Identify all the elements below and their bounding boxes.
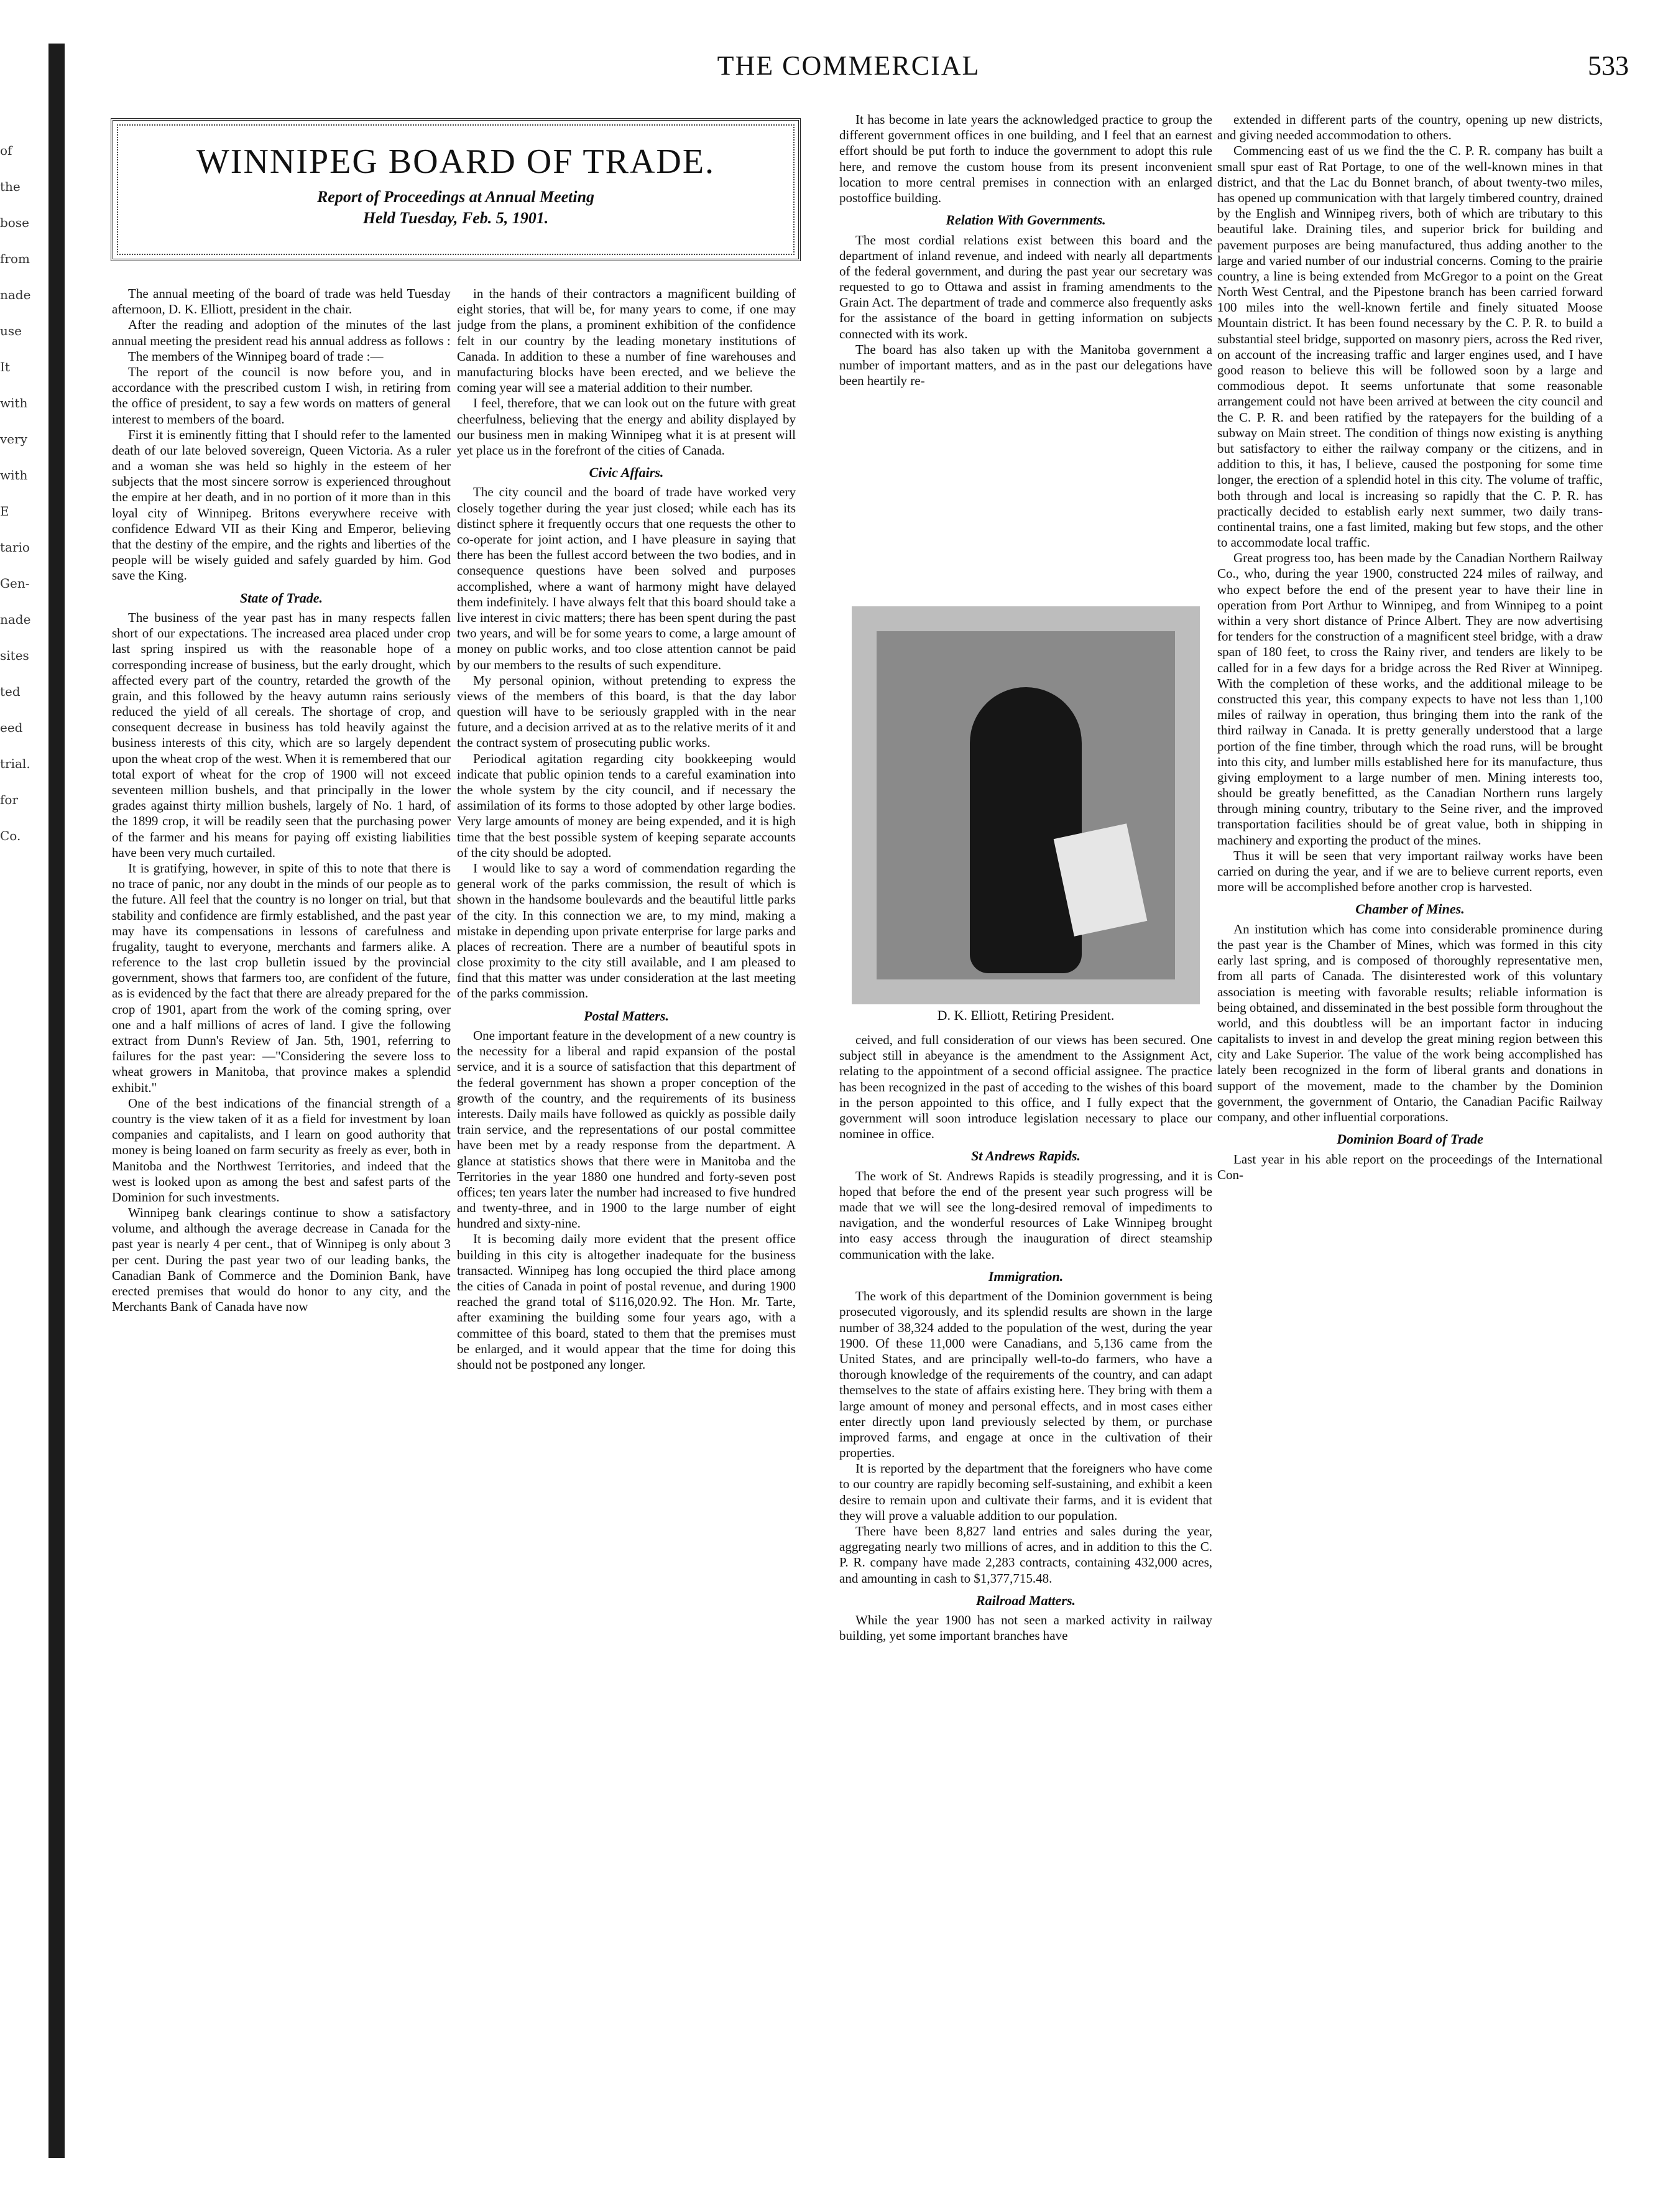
article-header-box <box>111 118 801 261</box>
gutter-fragment: E <box>0 504 9 519</box>
gutter-fragment: with <box>0 396 28 410</box>
article-title: WINNIPEG BOARD OF TRADE. <box>196 142 716 181</box>
paragraph: The most cordial relations exist between this board and the department of inland revenue, and indeed with nearly all departments of the federal government, and during the past year our secretary was requested to go to Ottawa and assist in framing amendments to the Grain Act. The department of trade and commerce also frequently asks for the assistance of the board in getting information on subjects connected with its work. <box>839 232 1212 341</box>
paragraph: One of the best indications of the financial strength of a country is the view taken of it as a field for investment by loan companies and capitalists, and I learn on good authority that money is being loaned on farm security as freely as ever, both in Manitoba and the Northwest Territories, and indeed that the west is looked upon as among the best and safest parts of the Dominion for such investments. <box>112 1095 451 1205</box>
gutter-fragment: of <box>0 143 12 158</box>
paragraph: The business of the year past has in many respects fallen short of our expectations. The increased area placed under crop last spring inspired us with the reasonable hope of a corresponding increase of business, but the early drought, which affected every part of the country, retarded the growth of the grain, and this followed by the heavy autumn rains seriously reduced the yield of all cereals. The shortage of crop, and consequent decrease in business has told heavily against the business interests of this city, which are so largely dependent upon the wheat crop of the west. When it is remembered that our total export of wheat for the crop of 1900 will not exceed seventeen million bushels, and that principally in the lower grades against thirty million bushels, largely of No. 1 hard, of the 1899 crop, it will be readily seen that the purchasing power of the farmer and his means for paying off existing liabilities have been very much curtailed. <box>112 609 451 860</box>
paragraph: I feel, therefore, that we can look out on the future with great cheerfulness, believing that the energy and ability displayed by our business men in making Winnipeg what it is at present will yet place us in the forefront of the cities of Canada. <box>457 396 796 458</box>
paragraph: The work of this department of the Dominion government is being prosecuted vigorously, and its splendid results are shown in the large number of 38,324 added to the population of the west, during the year 1900. Of these 11,000 were Canadians, and 5,136 came from the United States, and are principally well-to-do farmers, who have a thorough knowledge of the requirements of the country, and can adapt themselves to the state of affairs existing here. They bring with them a large amount of money and personal effects, and in most cases either enter directly upon land previously selected by them, or purchase improved farms, and engage at once in the cultivation of their properties. <box>839 1289 1212 1461</box>
column-4 <box>1217 112 1603 2164</box>
gutter-fragment: Co. <box>0 828 21 843</box>
paragraph: The city council and the board of trade have worked very closely together during the year just closed; while each has its distinct sphere it frequently occurs that one requests the other to co-operate for joint action, and I have pleasure in saying that there has been the fullest accord between the two bodies, and in consequence questions have been solved and purposes accomplished, where a want of harmony might have delayed them indefinitely. I have always felt that this board should take a live interest in civic matters; there has been spent during the past two years, and will be for some years to come, a large amount of money on public works, and too close attention cannot be paid by our members to the results of such expenditure. <box>457 484 796 672</box>
gutter-fragment: with <box>0 468 28 483</box>
paragraph: After the reading and adoption of the minutes of the last annual meeting the president read his annual address as follows : <box>112 317 451 348</box>
paragraph: My personal opinion, without pretending to express the views of the members of this board, is that the day labor question will have to be seriously grappled with in the near future, and a decision arrived at as to the relative merits of it and the contract system of prosecuting public works. <box>457 672 796 751</box>
paragraph: It is reported by the department that the foreigners who have come to our country are rapidly becoming self-sustaining, and exhibit a keen desire to remain upon and cultivate their farms, and it is evident that they will prove a valuable addition to our population. <box>839 1461 1212 1523</box>
paragraph: extended in different parts of the country, opening up new districts, and giving needed accommodation to others. <box>1217 112 1603 143</box>
paragraph: Commencing east of us we find the the C. P. R. company has built a small spur east of Rat Portage, to one of the well-known mines in that district, and that the Lac du Bonnet branch, of about twenty-two miles, has opened up communication with that largely timbered country, drained by the English and Winnipeg rivers, both of which are tributary to this beautiful lake. Draining tiles, and superior brick for building and pavement purposes are being manufactured, thus adding another to the large and varied number of our industrial concerns. Coming to the prairie country, a line is being extended from McGregor to a point on the Great North West Central, and the Pipestone branch has been carried forward 100 miles into the well-known fertile and finely situated Moose Mountain district. It has been found necessary by the C. P. R. to build a substantial steel bridge, supported on masonry piers, across the Red river, on account of the increasing traffic and larger engines used, and I have good reason to believe this will be followed soon by a large and commodious depot. It seems unfortunate that some reasonable arrangement could not have been arrived at between the city council and the C. P. R. and been ratified by the ratepayers for the building of a subway on Main street. The condition of things now existing is anything but satisfactory to either the railway company or the citizens, and in addition to this, it has, I believe, caused the postponing for some time longer, the erection of a splendid hotel in this city. The volume of traffic, both through and local is increasing so rapidly that the C. P. R. has practically decided to establish early next summer, two daily trans-continental trains, one a fast limited, making but few stops, and the other to accommodate local traffic. <box>1217 143 1603 550</box>
article-date-line: Held Tuesday, Feb. 5, 1901. <box>362 209 549 227</box>
paragraph: An institution which has come into considerable prominence during the past year is the Chamber of Mines, which was formed in this city early last spring, and is composed of thoroughly representative men, from all parts of Canada. The disinterested work of this voluntary association is meeting with favorable results; reliable information is being obtained, and disseminated in the best possible form throughout the world, and this doubtless will be an important factor in inducing capitalists to invest in and develop the great mining region between this city and Lake Superior. The value of the work being accomplished has lately been recognized in the form of liberal grants and donations in support of the movement, made to the chamber by the Dominion government, the government of Ontario, the Canadian Pacific Railway company, and other influential corporations. <box>1217 921 1603 1125</box>
paragraph: There have been 8,827 land entries and sales during the year, aggregating nearly two millions of acres, and in addition to this the C. P. R. company have made 2,283 contracts, containing 432,000 acres, and amounting in cash to $1,377,715.48. <box>839 1524 1212 1586</box>
article-subtitle: Report of Proceedings at Annual Meeting <box>316 188 595 206</box>
gutter-fragments <box>0 143 37 864</box>
paragraph: It has become in late years the acknowledged practice to group the different government offices in one building, and I feel that an earnest effort should be put forth to induce the government to adopt this rule here, and remove the custom house from its present inconvenient location to more central premises in connection with an enlarged postoffice building. <box>839 112 1212 205</box>
gutter-fragment: very <box>0 432 27 447</box>
gutter-fragment: sites <box>0 648 29 663</box>
portrait-figure <box>970 687 1082 973</box>
gutter-fragment: tario <box>0 540 30 555</box>
column-1 <box>112 286 451 2145</box>
paragraph: Last year in his able report on the proceedings of the International Con- <box>1217 1151 1603 1182</box>
photo-caption: D. K. Elliott, Retiring President. <box>937 1007 1115 1023</box>
section-heading: Relation With Governments. <box>946 212 1106 228</box>
column-3-top <box>839 112 1212 597</box>
column-2 <box>457 286 796 2145</box>
paragraph: While the year 1900 has not seen a marked activity in railway building, yet some important branches have <box>839 1613 1212 1644</box>
paragraph: The annual meeting of the board of trade was held Tuesday afternoon, D. K. Elliott, president in the chair. <box>112 286 451 317</box>
section-heading: Postal Matters. <box>584 1007 669 1024</box>
paragraph: First it is eminently fitting that I should refer to the lamented death of our late beloved sovereign, Queen Victoria. As a ruler and a woman she was held so highly in the esteem of her subjects that the most sincere sorrow is experienced throughout the empire at her death, and in no portion of it more than in this loyal city of Winnipeg. Britons everywhere receive with confidence Edward VII as their King and Emperor, believing that the destiny of the empire, and the rights and liberties of the people will be wisely guided and safely guarded by him. God save the King. <box>112 427 451 583</box>
gutter-fragment: It <box>0 359 10 374</box>
paragraph: It is becoming daily more evident that the present office building in this city is altogether inadequate for the business transacted. Winnipeg has long occupied the third place among the cities of Canada in point of postal revenue, and during 1900 reached the grand total of $116,020.92. The Hon. Mr. Tarte, after examining the building some four years ago, with a committee of this board, stated to them that the premises must be enlarged, and it would appear that the time for doing this should not be postponed any longer. <box>457 1231 796 1372</box>
gutter-fragment: Gen- <box>0 576 30 591</box>
section-heading: Civic Affairs. <box>589 465 664 481</box>
paragraph: I would like to say a word of commendation regarding the general work of the parks commission, the result of which is shown in the handsome boulevards and the beautiful little parks of the city. In this connection we are, to my mind, making a mistake in depending upon private enterprise for large parks and places of recreation. There are a number of beautiful spots in close proximity to the city still available, and I am pleased to find that this matter was under consideration at the last meeting of the parks commission. <box>457 860 796 1001</box>
gutter-fragment: for <box>0 792 19 807</box>
gutter-fragment: ted <box>0 684 21 699</box>
paragraph: One important feature in the development of a new country is the necessity for a liberal and rapid expansion of the postal service, and it is a source of satisfaction that this department of the federal government has shown a proper conception of the growth of the country, and the requirements of its business interests. Daily mails have followed as quickly as possible daily train service, and the representations of our postal committee have been met by a ready response from the department. A glance at statistics shows that there were in Manitoba and the Territories in the year 1880 one hundred and forty-seven post offices; ten years later the number had increased to five hundred and twenty-three, and in 1900 to the large number of eight hundred and sixty-nine. <box>457 1028 796 1231</box>
paragraph: It is gratifying, however, in spite of this to note that there is no trace of panic, nor any doubt in the minds of our people as to the future. All feel that the country is no longer on trial, but that stability and confidence are firmly established, and the past year may have its compensations in lessons of carefulness and frugality, taught to everyone, merchants and farmers alike. A reference to the last crop bulletin issued by the provincial government, shows that farmers too, are confident of the future, as is evidenced by the fact that there are already prepared for the crop of 1901, apart from the work of the coming spring, over one and a half millions of acres of land. I give the following extract from Dunn's Review of Jan. 5th, 1901, referring to failures for the past year: —"Considering the severe loss to wheat growers in Manitoba, that province makes a splendid exhibit." <box>112 860 451 1095</box>
section-heading: Dominion Board of Trade <box>1337 1131 1483 1147</box>
paragraph: The members of the Winnipeg board of trade :— <box>128 348 384 364</box>
section-heading: Immigration. <box>988 1268 1064 1284</box>
gutter-fragment: trial. <box>0 756 30 771</box>
binding-edge <box>48 44 65 2158</box>
paragraph: The board has also taken up with the Manitoba government a number of important matters, and as in the past our delegations have been heartily re- <box>839 341 1212 389</box>
photo-background <box>877 631 1175 979</box>
gutter-fragment: the <box>0 179 21 194</box>
section-heading: Chamber of Mines. <box>1355 901 1465 917</box>
column-3-bottom <box>839 1032 1212 2164</box>
portrait-photo <box>852 606 1200 1004</box>
left-gutter <box>0 0 93 2212</box>
section-heading: State of Trade. <box>240 590 323 606</box>
paragraph: in the hands of their contractors a magnificent building of eight stories, that will be, for many years to come, if one may judge from the plans, a prominent exhibition of the confidence felt in our country by the leading monetary institutions of Canada. In addition to these a number of fine warehouses and manufacturing blocks have been erected, and we believe the coming year will see a material addition to their number. <box>457 286 796 396</box>
paragraph: The work of St. Andrews Rapids is steadily progressing, and it is hoped that before the end of the present year such progress will be made that we will see the long-desired removal of impediments to navigation, and the wonderful resources of Lake Winnipeg brought into easy access through the inauguration of direct steamship communication with the lake. <box>839 1168 1212 1262</box>
gutter-fragment: from <box>0 251 30 266</box>
paragraph: Periodical agitation regarding city bookkeeping would indicate that public opinion tends to a careful examination into the whole system by the city council, and if necessary the assimilation of its forms to those adopted by other large bodies. Very large amounts of money are being expended, and it is high time that the best possible system of keeping separate accounts of the city should be adopted. <box>457 751 796 860</box>
page-number: 533 <box>1588 50 1629 81</box>
paragraph: Great progress too, has been made by the Canadian Northern Railway Co., who, during the year 1900, constructed 224 miles of railway, and who expect before the end of the present year to have their line in operation from Port Arthur to Winnipeg, and from Winnipeg to a point within a very short distance of Prince Albert. They are now advertising for tenders for the construction of a magnificent steel bridge, with a draw span of 180 feet, to cross the Rainy river, and tenders are likely to be called for in a few days for a bridge across the Red River at Winnipeg. With the completion of these works, and the additional mileage to be constructed this year, this company expects to have not less than 1,100 miles of railway in operation, thus bringing them into the rank of the third railway in Canada. It is pretty generally understood that a large portion of the fine timber, through which the road runs, will be brought into this city, and lumber mills established here for its manufacture, thus giving employment to a large number of men. Mining interests too, should be greatly benefitted, as the Canadian Northern runs largely through mining country, tributary to the Seine river, and the improved transportation facilities should be of great value, both in shipping in machinery and exporting the product of the mines. <box>1217 550 1603 848</box>
publication-title: THE COMMERCIAL <box>717 50 980 81</box>
paragraph: ceived, and full consideration of our views has been secured. One subject still in abeyance is the amendment to the Assignment Act, relating to the appointment of a second official assignee. The practice has been recognized in the past of acceding to the wishes of this board in the person appointed to this office, and I fully expect that the government will soon introduce legislation necessary to place our nominee in office. <box>839 1032 1212 1142</box>
gutter-fragment: bose <box>0 215 29 230</box>
paragraph: The report of the council is now before you, and in accordance with the prescribed custom I wish, in retiring from the office of president, to say a few words on matters of general interest to members of the board. <box>112 364 451 427</box>
gutter-fragment: nade <box>0 287 31 302</box>
gutter-fragment: nade <box>0 612 31 627</box>
paragraph: Winnipeg bank clearings continue to show a satisfactory volume, and although the average decrease in Canada for the past year is nearly 4 per cent., that of Winnipeg is only about 3 per cent. During the past year two of our leading banks, the Canadian Bank of Commerce and the Dominion Bank, have erected premises that would do honor to any city, and the Merchants Bank of Canada have now <box>112 1205 451 1315</box>
gutter-fragment: use <box>0 323 22 338</box>
section-heading: St Andrews Rapids. <box>971 1148 1081 1164</box>
gutter-fragment: eed <box>0 720 23 735</box>
paragraph: Thus it will be seen that very important railway works have been carried on during the year, and if we are to believe current reports, even more will be accomplished before another crop is harvested. <box>1217 848 1603 895</box>
section-heading: Railroad Matters. <box>975 1592 1076 1608</box>
